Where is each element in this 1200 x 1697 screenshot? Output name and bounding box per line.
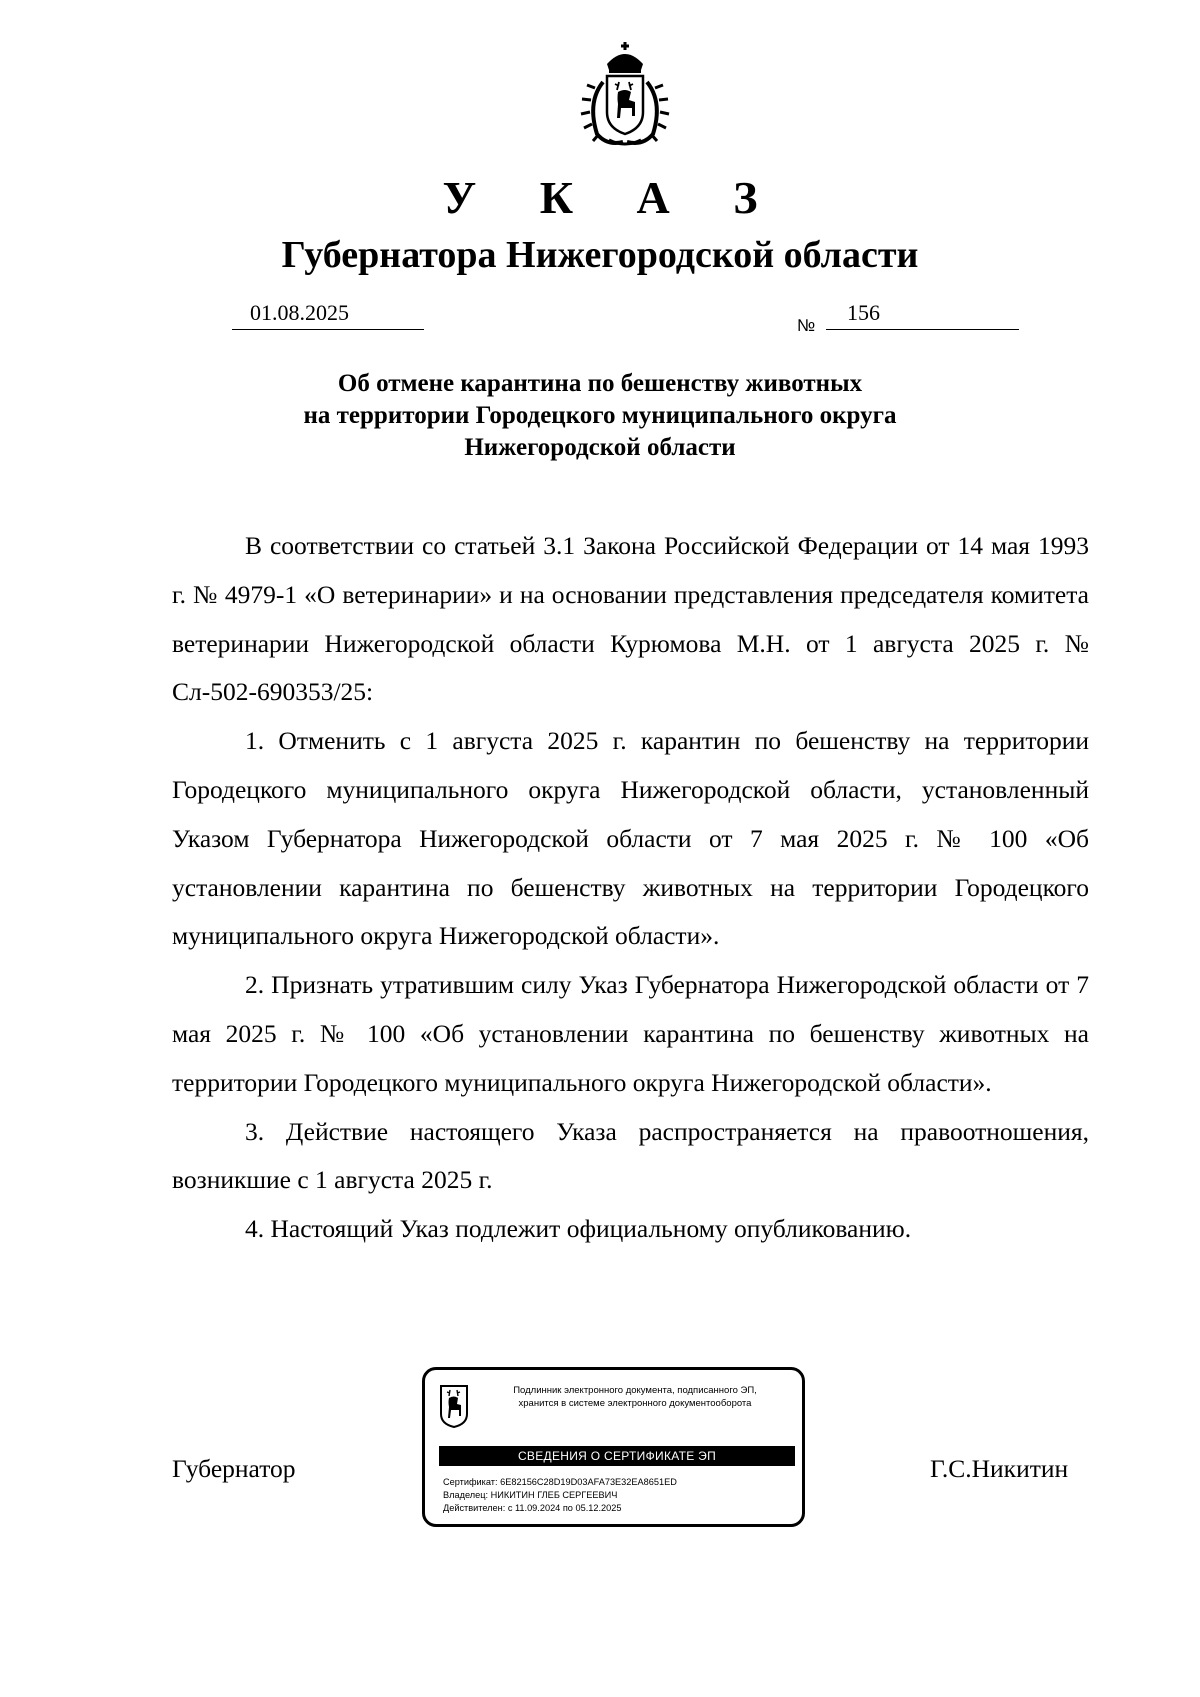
preamble-paragraph: В соответствии со статьей 3.1 Закона Российской Федерации от 14 мая 1993 г. № 4979-1 «О ветеринарии» и на основании представления председателя комитета ветеринарии Нижегородской области Курюмова М.Н. от 1 августа 2025 г. № Сл-502-690353/25: (172, 531, 1089, 707)
subject-line: на территории Городецкого муниципального округа (303, 402, 897, 429)
number-underline (826, 329, 1019, 330)
clause-4-paragraph: 4. Настоящий Указ подлежит официальному опубликованию. (245, 1214, 912, 1244)
clause-3-paragraph: 3. Действие настоящего Указа распространяется на правоотношения, возникшие с 1 августа 2025 г. (172, 1116, 1089, 1195)
e-signature-stamp (422, 1367, 805, 1527)
certificate-owner: Владелец: НИКИТИН ГЛЕБ СЕРГЕЕВИЧ (443, 1490, 618, 1500)
clause-1-paragraph: 1. Отменить с 1 августа 2025 г. карантин по бешенству на территории Городецкого муниципального округа Нижегородской области, установленный Указом Губернатора Нижегородской области от 7 мая 2025 г. № 100 «Об установлении карантина по бешенству животных на территории Городецкого муниципального округа Нижегородской области». (172, 726, 1089, 951)
document-date: 01.08.2025 (250, 300, 349, 325)
signatory-position: Губернатор (172, 1454, 296, 1483)
subject-line: Об отмене карантина по бешенству животных (337, 370, 863, 397)
number-sign: № (797, 316, 816, 335)
stamp-header: СВЕДЕНИЯ О СЕРТИФИКАТЕ ЭП (439, 1446, 795, 1466)
deer-shield-icon (439, 1384, 469, 1428)
document-body (172, 522, 1089, 1254)
stamp-details (443, 1476, 677, 1515)
document-subject (0, 368, 1200, 464)
date-underline (232, 329, 424, 330)
certificate-id: Сертификат: 6E82156C28D19D03AFA73E32EA8651ED (443, 1477, 677, 1487)
stamp-note-line: Подлинник электронного документа, подписанного ЭП, (513, 1385, 757, 1396)
signatory-name: Г.С.Никитин (930, 1454, 1069, 1483)
certificate-validity: Действителен: с 11.09.2024 по 05.12.2025 (443, 1503, 622, 1513)
stamp-note-line: хранится в системе электронного документооборота (518, 1398, 752, 1409)
stamp-note (485, 1384, 785, 1410)
document-issuer: Губернатора Нижегородской области (281, 234, 919, 276)
document-number: 156 (847, 300, 880, 325)
document-title: У К А З (442, 172, 784, 223)
coat-of-arms-icon (573, 42, 677, 150)
clause-2-paragraph: 2. Признать утратившим силу Указ Губернатора Нижегородской области от 7 мая 2025 г. № 100 «Об установлении карантина по бешенству животных на территории Городецкого муниципального округа Нижегородской области». (172, 970, 1089, 1097)
subject-line: Нижегородской области (464, 434, 736, 461)
